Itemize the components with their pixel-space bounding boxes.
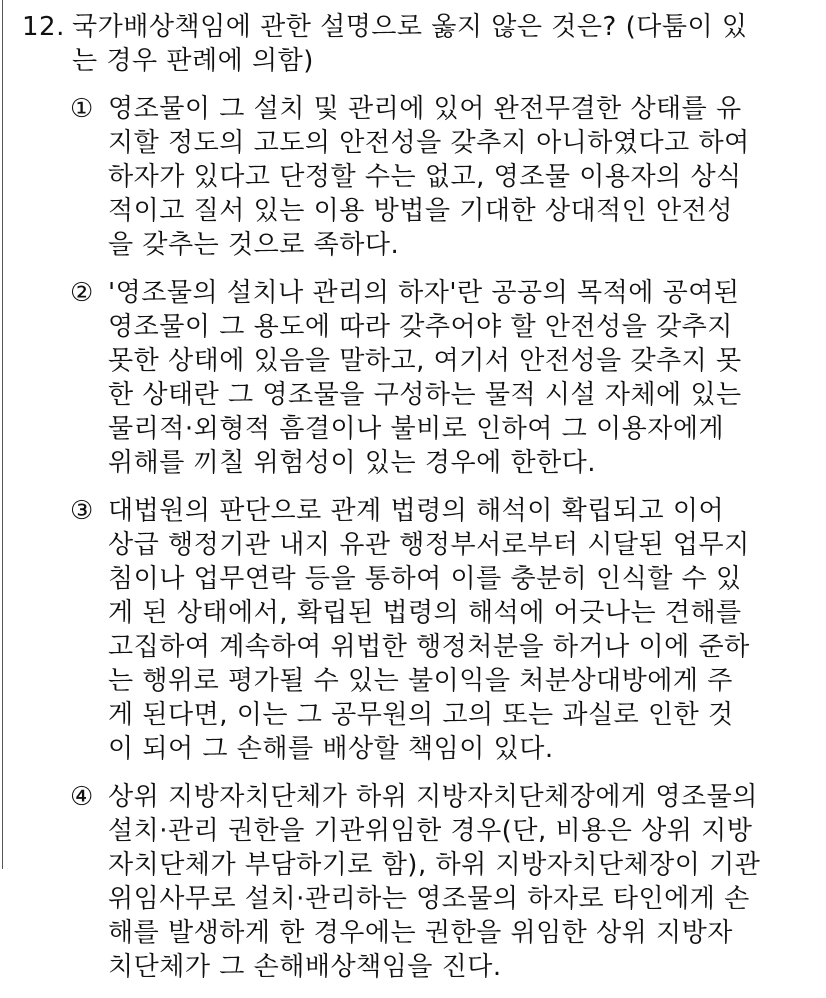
option-line: 고집하여 계속하여 위법한 행정처분을 하거나 이에 준하 bbox=[108, 632, 750, 662]
option-line: 이 되어 그 손해를 배상할 책임이 있다. bbox=[108, 734, 554, 764]
option-line: 게 된다면, 이는 그 공무원의 고의 또는 과실로 인한 것 bbox=[108, 700, 734, 730]
question-line: 국가배상책임에 관한 설명으로 옳지 않은 것은? (다툼이 있 bbox=[72, 12, 748, 42]
option-line: '영조물의 설치나 관리의 하자'란 공공의 목적에 공여된 bbox=[108, 278, 740, 308]
left-border bbox=[2, 0, 3, 869]
option-line: 을 갖추는 것으로 족하다. bbox=[108, 230, 400, 260]
option-line: 물리적·외형적 흠결이나 불비로 인하여 그 이용자에게 bbox=[108, 414, 725, 444]
option-line: 지할 정도의 고도의 안전성을 갖추지 아니하였다고 하여 bbox=[108, 128, 750, 158]
question-block bbox=[22, 10, 812, 998]
question-text bbox=[72, 10, 812, 78]
option-1[interactable] bbox=[70, 92, 812, 262]
option-line: 게 된 상태에서, 확립된 법령의 해석에 어긋나는 견해를 bbox=[108, 598, 742, 628]
option-line: 침이나 업무연락 등을 통하여 이를 충분히 인식할 수 있 bbox=[108, 564, 742, 594]
question-stem bbox=[22, 10, 812, 78]
options-list bbox=[22, 92, 812, 984]
option-marker: ② bbox=[70, 278, 94, 308]
option-line: 설치·관리 권한을 기관위임한 경우(단, 비용은 상위 지방 bbox=[108, 816, 753, 846]
option-line: 적이고 질서 있는 이용 방법을 기대한 상대적인 안전성 bbox=[108, 196, 733, 226]
option-line: 하자가 있다고 단정할 수는 없고, 영조물 이용자의 상식 bbox=[108, 162, 742, 192]
option-line: 는 행위로 평가될 수 있는 불이익을 처분상대방에게 주 bbox=[108, 666, 733, 696]
option-line: 위임사무로 설치·관리하는 영조물의 하자로 타인에게 손 bbox=[108, 884, 750, 914]
option-line: 못한 상태에 있음을 말하고, 여기서 안전성을 갖추지 못 bbox=[108, 346, 742, 376]
option-line: 치단체가 그 손해배상책임을 진다. bbox=[108, 952, 502, 982]
option-4[interactable] bbox=[70, 780, 812, 984]
option-3[interactable] bbox=[70, 494, 812, 766]
question-line: 는 경우 판례에 의함) bbox=[72, 46, 314, 76]
option-line: 상위 지방자치단체가 하위 지방자치단체장에게 영조물의 bbox=[108, 782, 758, 812]
question-number: 12. bbox=[22, 12, 65, 42]
option-line: 자치단체가 부담하기로 함), 하위 지방자치단체장이 기관 bbox=[108, 850, 761, 880]
option-line: 한 상태란 그 영조물을 구성하는 물적 시설 자체에 있는 bbox=[108, 380, 742, 410]
option-line: 영조물이 그 설치 및 관리에 있어 완전무결한 상태를 유 bbox=[108, 94, 742, 124]
option-text bbox=[108, 780, 812, 984]
option-text bbox=[108, 494, 812, 766]
option-line: 상급 행정기관 내지 유관 행정부서로부터 시달된 업무지 bbox=[108, 530, 750, 560]
option-marker: ① bbox=[70, 94, 94, 124]
option-text bbox=[108, 276, 812, 480]
option-line: 영조물이 그 용도에 따라 갖추어야 할 안전성을 갖추지 bbox=[108, 312, 733, 342]
option-marker: ③ bbox=[70, 496, 94, 526]
option-2[interactable] bbox=[70, 276, 812, 480]
option-line: 위해를 끼칠 위험성이 있는 경우에 한한다. bbox=[108, 448, 597, 478]
option-line: 해를 발생하게 한 경우에는 권한을 위임한 상위 지방자 bbox=[108, 918, 733, 948]
option-marker: ④ bbox=[70, 782, 94, 812]
option-line: 대법원의 판단으로 관계 법령의 해석이 확립되고 이어 bbox=[108, 496, 725, 526]
option-text bbox=[108, 92, 812, 262]
